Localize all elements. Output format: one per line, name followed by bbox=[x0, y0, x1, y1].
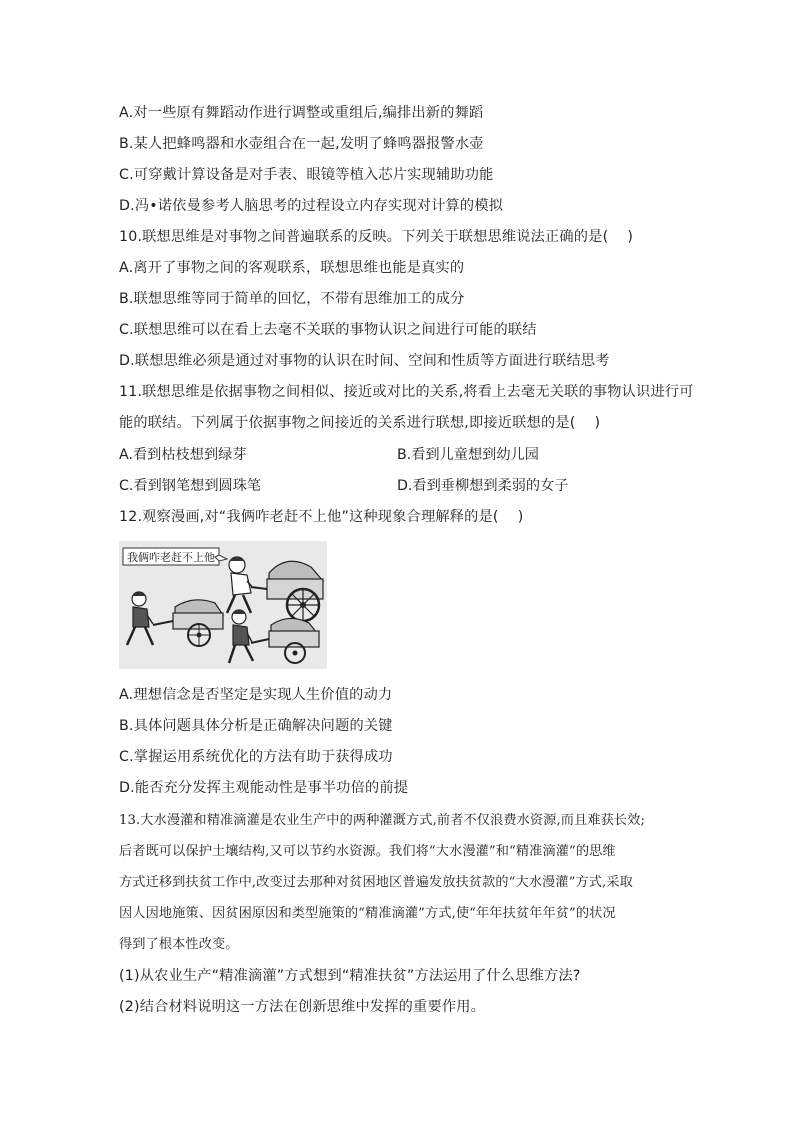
q10-option-c: C.联想思维可以在看上去毫不关联的事物认识之间进行可能的联结 bbox=[119, 322, 537, 338]
q9-option-b: B.某人把蜂鸣器和水壶组合在一起,发明了蜂鸣器报警水壶 bbox=[119, 136, 484, 152]
q11-option-b: B.看到儿童想到幼儿园 bbox=[397, 447, 539, 463]
q13-material-line3: 方式迁移到扶贫工作中,改变过去那种对贫困地区普遍发放扶贫款的“大水漫灌”方式,采取 bbox=[119, 875, 633, 890]
q13-material-line5: 得到了根本性改变。 bbox=[119, 937, 239, 952]
q11-option-a: A.看到枯枝想到绿芽 bbox=[119, 447, 247, 463]
q12-option-a: A.理想信念是否坚定是实现人生价值的动力 bbox=[119, 687, 393, 703]
q11-stem-line2: 能的联结。下列属于依据事物之间接近的关系进行联想,即接近联想的是( ) bbox=[119, 415, 601, 431]
q9-option-a: A.对一些原有舞蹈动作进行调整或重组后,编排出新的舞蹈 bbox=[119, 105, 484, 121]
speech-bubble-text: 我俩咋老赶不上他 bbox=[127, 551, 215, 564]
q9-option-c: C.可穿戴计算设备是对手表、眼镜等植入芯片实现辅助功能 bbox=[119, 167, 494, 183]
q13-material-line4: 因人因地施策、因贫困原因和类型施策的“精准滴灌”方式,使“年年扶贫年年贫”的状况 bbox=[119, 906, 616, 921]
cartoon-image bbox=[119, 541, 327, 669]
q11-stem-line1: 11.联想思维是依据事物之间相似、接近或对比的关系,将看上去毫无关联的事物认识进行可 bbox=[119, 384, 694, 400]
q10-stem: 10.联想思维是对事物之间普遍联系的反映。下列关于联想思维说法正确的是( ) bbox=[119, 229, 634, 245]
q12-option-d: D.能否充分发挥主观能动性是事半功倍的前提 bbox=[119, 780, 409, 796]
q10-option-a: A.离开了事物之间的客观联系，联想思维也能是真实的 bbox=[119, 260, 465, 276]
q13-sub-question-2: (2)结合材料说明这一方法在创新思维中发挥的重要作用。 bbox=[119, 999, 485, 1015]
q10-option-d: D.联想思维必须是通过对事物的认识在时间、空间和性质等方面进行联结思考 bbox=[119, 353, 610, 369]
q11-option-c: C.看到钢笔想到圆珠笔 bbox=[119, 478, 262, 494]
q12-stem: 12.观察漫画,对“我俩咋老赶不上他”这种现象合理解释的是( ) bbox=[119, 509, 524, 525]
q11-option-d: D.看到垂柳想到柔弱的女子 bbox=[397, 478, 569, 494]
q9-option-d: D.冯•诺依曼参考人脑思考的过程设立内存实现对计算的模拟 bbox=[119, 198, 504, 214]
q12-option-b: B.具体问题具体分析是正确解决问题的关键 bbox=[119, 718, 393, 734]
q13-material-line1: 13.大水漫灌和精准滴灌是农业生产中的两种灌溉方式,前者不仅浪费水资源,而且难获长效; bbox=[119, 813, 646, 828]
q13-material-line2: 后者既可以保护土壤结构,又可以节约水资源。我们将“大水漫灌”和“精准滴灌”的思维 bbox=[119, 844, 616, 859]
q10-option-b: B.联想思维等同于简单的回忆，不带有思维加工的成分 bbox=[119, 291, 465, 307]
cartoon-illustration bbox=[119, 541, 327, 669]
q13-sub-question-1: (1)从农业生产“精准滴灌”方式想到“精准扶贫”方法运用了什么思维方法? bbox=[119, 968, 581, 984]
q12-option-c: C.掌握运用系统优化的方法有助于获得成功 bbox=[119, 749, 393, 765]
